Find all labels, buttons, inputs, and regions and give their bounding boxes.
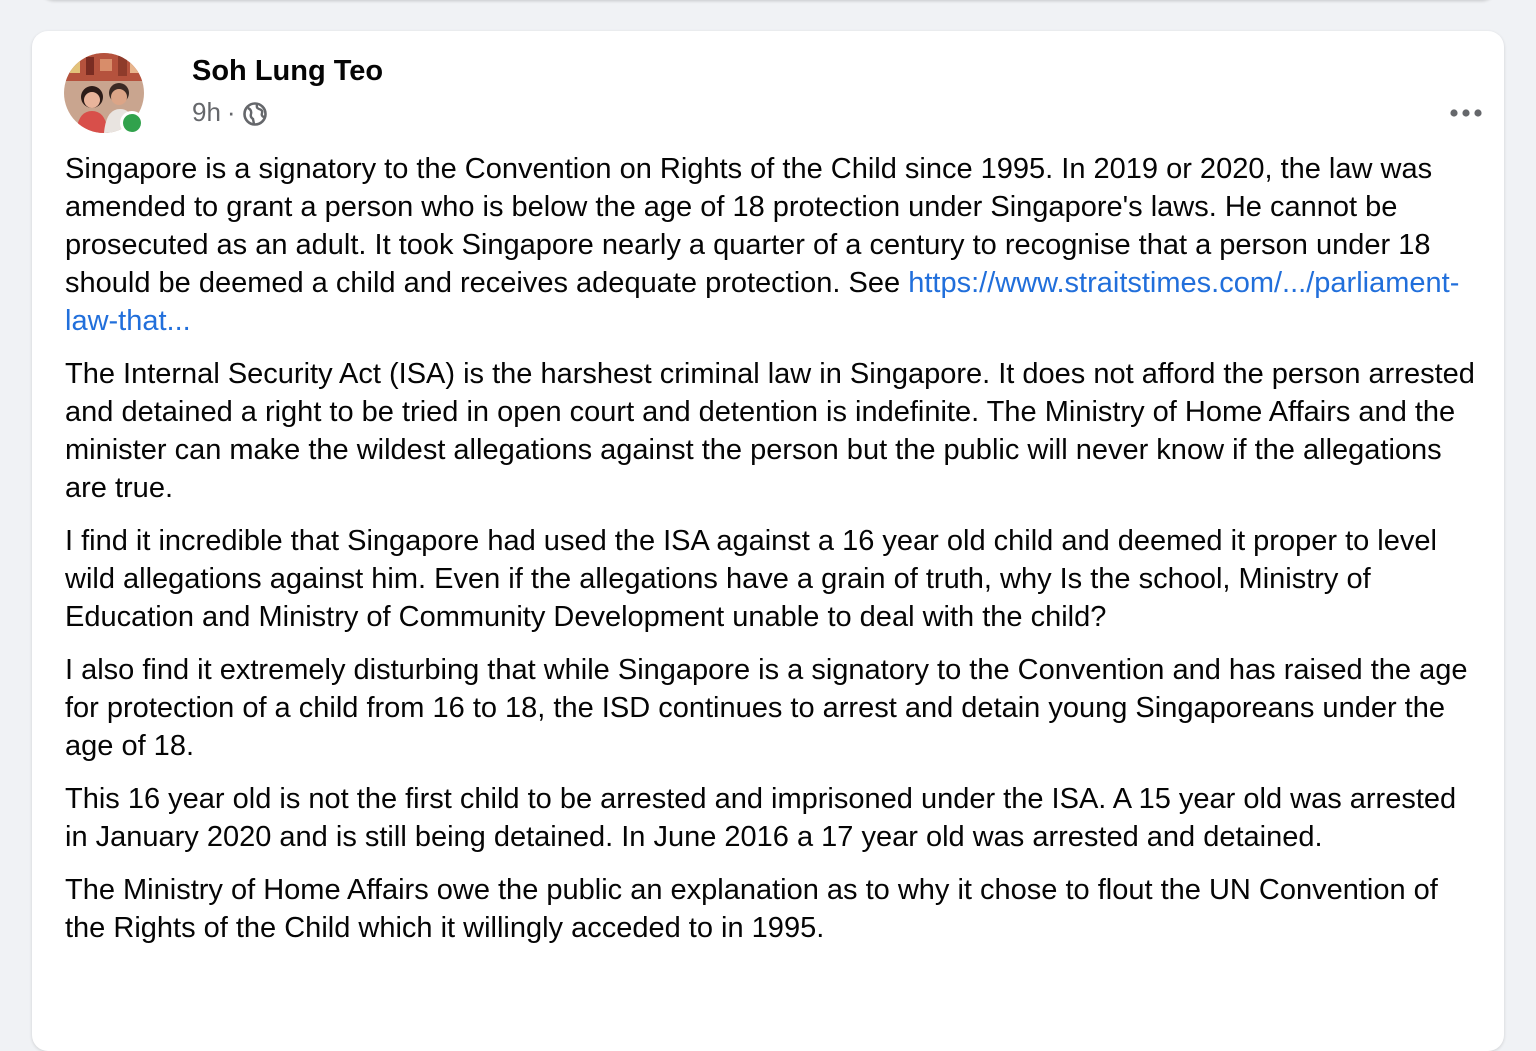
post-paragraph-1 [65, 150, 1475, 340]
post-timestamp[interactable]: 9h [192, 97, 221, 127]
article-link[interactable]: https://www.straitstimes.com/.../parliament-law-that... [65, 267, 1460, 337]
post-paragraph-3: I find it incredible that Singapore had used the ISA against a 16 year old child and deemed it proper to level wild allegations against him. Even if the allegations have a grain of truth, why Is the school, Ministry of Education and Ministry of Community Development unable to deal with the child? [65, 525, 1437, 633]
post-card [32, 31, 1504, 1051]
author-name[interactable]: Soh Lung Teo [192, 55, 384, 87]
globe-icon[interactable] [242, 101, 268, 127]
paragraph-text: Singapore is a signatory to the Convention on Rights of the Child since 1995. In 2019 or 2020, the law was amended to grant a person who is below the age of 18 protection under Singapore's laws. He cannot be prosecuted as an adult. It took Singapore nearly a quarter of a century to recognise that a person under 18 should be deemed a child and receives adequate protection. See [65, 153, 1433, 299]
post-paragraph-6: The Ministry of Home Affairs owe the public an explanation as to why it chose to flout the UN Convention of the Rights of the Child which it willingly acceded to in 1995. [65, 874, 1438, 944]
more-options-button[interactable] [1436, 93, 1496, 133]
post-header [64, 53, 1464, 133]
post-paragraph-4: I also find it extremely disturbing that while Singapore is a signatory to the Convention and has raised the age for protection of a child from 16 to 18, the ISD continues to arrest and detain young Singaporeans under the age of 18. [65, 654, 1468, 762]
post-body [65, 150, 1475, 962]
post-paragraph-5: This 16 year old is not the first child to be arrested and imprisoned under the ISA. A 15 year old was arrested in January 2020 and is still being detained. In June 2016 a 17 year old was arrested and detained. [65, 783, 1457, 853]
more-options-icon [1449, 108, 1483, 118]
meta-separator: · [226, 97, 236, 127]
online-status-dot [120, 111, 144, 135]
post-meta [192, 97, 268, 128]
post-paragraph-2: The Internal Security Act (ISA) is the harshest criminal law in Singapore. It does not afford the person arrested and detained a right to be tried in open court and detention is indefinite. The Ministry of Home Affairs and the minister can make the wildest allegations against the person but the public will never know if the allegations are true. [65, 358, 1475, 504]
